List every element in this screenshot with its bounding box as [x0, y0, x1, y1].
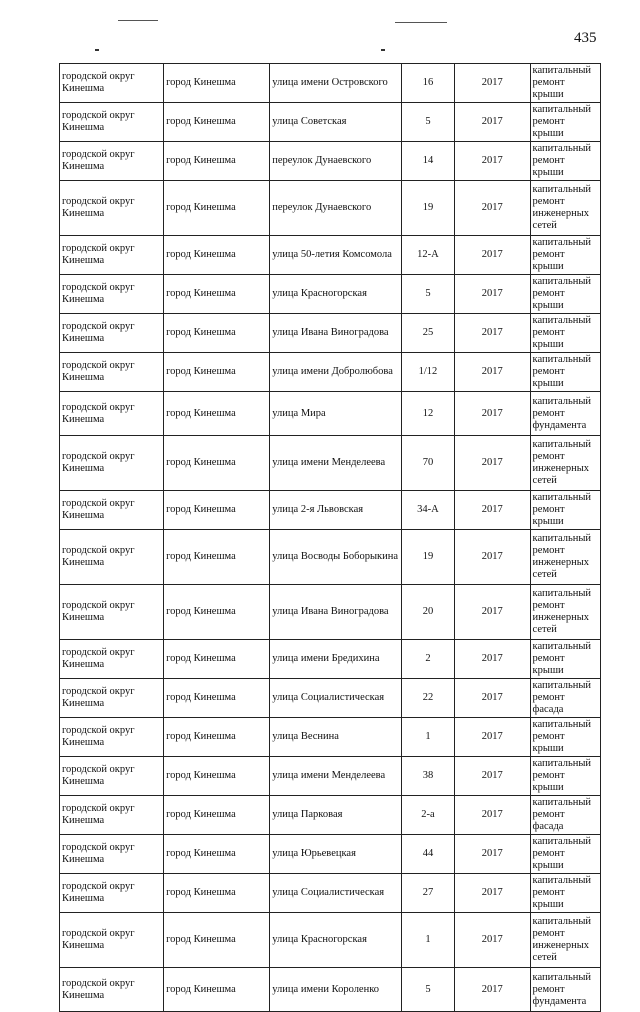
year-cell: 2017 [455, 835, 531, 874]
work-type-cell: капитальный ремонт крыши [530, 64, 600, 103]
street-cell: улица Советская [270, 103, 402, 142]
street-cell: улица Красногорская [270, 275, 402, 314]
city-cell: город Кинешма [164, 640, 270, 679]
house-number-cell: 1 [401, 718, 454, 757]
scan-artifact-line [118, 20, 158, 21]
city-cell: город Кинешма [164, 968, 270, 1012]
city-cell: город Кинешма [164, 585, 270, 640]
scan-artifact-dot [95, 49, 99, 51]
year-cell: 2017 [455, 530, 531, 585]
district-cell: городской округ Кинешма [60, 530, 164, 585]
table-row [60, 392, 601, 436]
work-type-cell: капитальный ремонт фасада [530, 679, 600, 718]
district-cell: городской округ Кинешма [60, 353, 164, 392]
table-row [60, 757, 601, 796]
year-cell: 2017 [455, 314, 531, 353]
year-cell: 2017 [455, 913, 531, 968]
table-row [60, 679, 601, 718]
district-cell: городской округ Кинешма [60, 142, 164, 181]
city-cell: город Кинешма [164, 64, 270, 103]
table-row [60, 64, 601, 103]
work-type-cell: капитальный ремонт крыши [530, 757, 600, 796]
work-type-cell: капитальный ремонт инженерных сетей [530, 181, 600, 236]
house-number-cell: 22 [401, 679, 454, 718]
house-number-cell: 19 [401, 181, 454, 236]
street-cell: улица Юрьевецкая [270, 835, 402, 874]
street-cell: улица имени Бредихина [270, 640, 402, 679]
work-type-cell: капитальный ремонт крыши [530, 236, 600, 275]
district-cell: городской округ Кинешма [60, 718, 164, 757]
city-cell: город Кинешма [164, 142, 270, 181]
house-number-cell: 12 [401, 392, 454, 436]
table-row [60, 491, 601, 530]
work-type-cell: капитальный ремонт крыши [530, 874, 600, 913]
table-row [60, 585, 601, 640]
year-cell: 2017 [455, 796, 531, 835]
house-number-cell: 5 [401, 968, 454, 1012]
city-cell: город Кинешма [164, 392, 270, 436]
table-row [60, 436, 601, 491]
work-type-cell: капитальный ремонт крыши [530, 142, 600, 181]
district-cell: городской округ Кинешма [60, 64, 164, 103]
house-number-cell: 1/12 [401, 353, 454, 392]
district-cell: городской округ Кинешма [60, 236, 164, 275]
work-type-cell: капитальный ремонт фасада [530, 796, 600, 835]
house-number-cell: 5 [401, 103, 454, 142]
district-cell: городской округ Кинешма [60, 275, 164, 314]
district-cell: городской округ Кинешма [60, 968, 164, 1012]
street-cell: улица имени Короленко [270, 968, 402, 1012]
year-cell: 2017 [455, 757, 531, 796]
district-cell: городской округ Кинешма [60, 913, 164, 968]
year-cell: 2017 [455, 142, 531, 181]
work-type-cell: капитальный ремонт крыши [530, 275, 600, 314]
work-type-cell: капитальный ремонт крыши [530, 718, 600, 757]
table-row [60, 913, 601, 968]
year-cell: 2017 [455, 436, 531, 491]
house-number-cell: 38 [401, 757, 454, 796]
table-body [60, 64, 601, 1012]
house-number-cell: 14 [401, 142, 454, 181]
work-type-cell: капитальный ремонт инженерных сетей [530, 913, 600, 968]
house-number-cell: 2-а [401, 796, 454, 835]
city-cell: город Кинешма [164, 275, 270, 314]
city-cell: город Кинешма [164, 530, 270, 585]
work-type-cell: капитальный ремонт инженерных сетей [530, 530, 600, 585]
table-row [60, 314, 601, 353]
street-cell: улица 2-я Львовская [270, 491, 402, 530]
work-type-cell: капитальный ремонт крыши [530, 103, 600, 142]
year-cell: 2017 [455, 275, 531, 314]
district-cell: городской округ Кинешма [60, 103, 164, 142]
city-cell: город Кинешма [164, 491, 270, 530]
city-cell: город Кинешма [164, 436, 270, 491]
house-number-cell: 12-А [401, 236, 454, 275]
street-cell: улица Мира [270, 392, 402, 436]
table-row [60, 353, 601, 392]
table-row [60, 236, 601, 275]
work-type-cell: капитальный ремонт инженерных сетей [530, 585, 600, 640]
scan-artifact-dot [381, 49, 385, 51]
street-cell: улица имени Менделеева [270, 436, 402, 491]
house-number-cell: 44 [401, 835, 454, 874]
house-number-cell: 1 [401, 913, 454, 968]
year-cell: 2017 [455, 679, 531, 718]
city-cell: город Кинешма [164, 796, 270, 835]
table-row [60, 835, 601, 874]
work-type-cell: капитальный ремонт крыши [530, 835, 600, 874]
house-number-cell: 25 [401, 314, 454, 353]
street-cell: улица 50-летия Комсомола [270, 236, 402, 275]
district-cell: городской округ Кинешма [60, 679, 164, 718]
street-cell: улица имени Добролюбова [270, 353, 402, 392]
district-cell: городской округ Кинешма [60, 585, 164, 640]
city-cell: город Кинешма [164, 913, 270, 968]
house-number-cell: 70 [401, 436, 454, 491]
year-cell: 2017 [455, 181, 531, 236]
street-cell: улица Парковая [270, 796, 402, 835]
year-cell: 2017 [455, 718, 531, 757]
city-cell: город Кинешма [164, 181, 270, 236]
work-type-cell: капитальный ремонт крыши [530, 353, 600, 392]
work-type-cell: капитальный ремонт крыши [530, 640, 600, 679]
year-cell: 2017 [455, 392, 531, 436]
city-cell: город Кинешма [164, 679, 270, 718]
table-row [60, 640, 601, 679]
district-cell: городской округ Кинешма [60, 757, 164, 796]
city-cell: город Кинешма [164, 718, 270, 757]
house-number-cell: 16 [401, 64, 454, 103]
district-cell: городской округ Кинешма [60, 314, 164, 353]
repair-registry-table [59, 63, 601, 1012]
scan-artifact-line [395, 22, 447, 23]
table-row [60, 796, 601, 835]
table-row [60, 874, 601, 913]
district-cell: городской округ Кинешма [60, 436, 164, 491]
year-cell: 2017 [455, 874, 531, 913]
year-cell: 2017 [455, 491, 531, 530]
city-cell: город Кинешма [164, 874, 270, 913]
city-cell: город Кинешма [164, 835, 270, 874]
street-cell: переулок Дунаевского [270, 142, 402, 181]
city-cell: город Кинешма [164, 757, 270, 796]
street-cell: улица Веснина [270, 718, 402, 757]
table-row [60, 530, 601, 585]
house-number-cell: 27 [401, 874, 454, 913]
work-type-cell: капитальный ремонт фундамента [530, 392, 600, 436]
house-number-cell: 20 [401, 585, 454, 640]
street-cell: улица Ивана Виноградова [270, 314, 402, 353]
table-row [60, 142, 601, 181]
street-cell: улица имени Менделеева [270, 757, 402, 796]
year-cell: 2017 [455, 585, 531, 640]
house-number-cell: 5 [401, 275, 454, 314]
city-cell: город Кинешма [164, 314, 270, 353]
city-cell: город Кинешма [164, 103, 270, 142]
work-type-cell: капитальный ремонт инженерных сетей [530, 436, 600, 491]
street-cell: улица Красногорская [270, 913, 402, 968]
year-cell: 2017 [455, 353, 531, 392]
table-row [60, 181, 601, 236]
street-cell: улица Социалистическая [270, 874, 402, 913]
work-type-cell: капитальный ремонт крыши [530, 314, 600, 353]
street-cell: улица Восводы Боборыкина [270, 530, 402, 585]
house-number-cell: 2 [401, 640, 454, 679]
district-cell: городской округ Кинешма [60, 796, 164, 835]
street-cell: улица имени Островского [270, 64, 402, 103]
work-type-cell: капитальный ремонт фундамента [530, 968, 600, 1012]
year-cell: 2017 [455, 968, 531, 1012]
table-row [60, 275, 601, 314]
district-cell: городской округ Кинешма [60, 835, 164, 874]
district-cell: городской округ Кинешма [60, 491, 164, 530]
house-number-cell: 19 [401, 530, 454, 585]
city-cell: город Кинешма [164, 236, 270, 275]
page-number: 435 [574, 30, 597, 46]
district-cell: городской округ Кинешма [60, 874, 164, 913]
work-type-cell: капитальный ремонт крыши [530, 491, 600, 530]
district-cell: городской округ Кинешма [60, 640, 164, 679]
house-number-cell: 34-А [401, 491, 454, 530]
table-row [60, 968, 601, 1012]
street-cell: улица Ивана Виноградова [270, 585, 402, 640]
district-cell: городской округ Кинешма [60, 392, 164, 436]
district-cell: городской округ Кинешма [60, 181, 164, 236]
year-cell: 2017 [455, 640, 531, 679]
city-cell: город Кинешма [164, 353, 270, 392]
table-row [60, 718, 601, 757]
table-row [60, 103, 601, 142]
street-cell: переулок Дунаевского [270, 181, 402, 236]
year-cell: 2017 [455, 64, 531, 103]
year-cell: 2017 [455, 103, 531, 142]
street-cell: улица Социалистическая [270, 679, 402, 718]
year-cell: 2017 [455, 236, 531, 275]
